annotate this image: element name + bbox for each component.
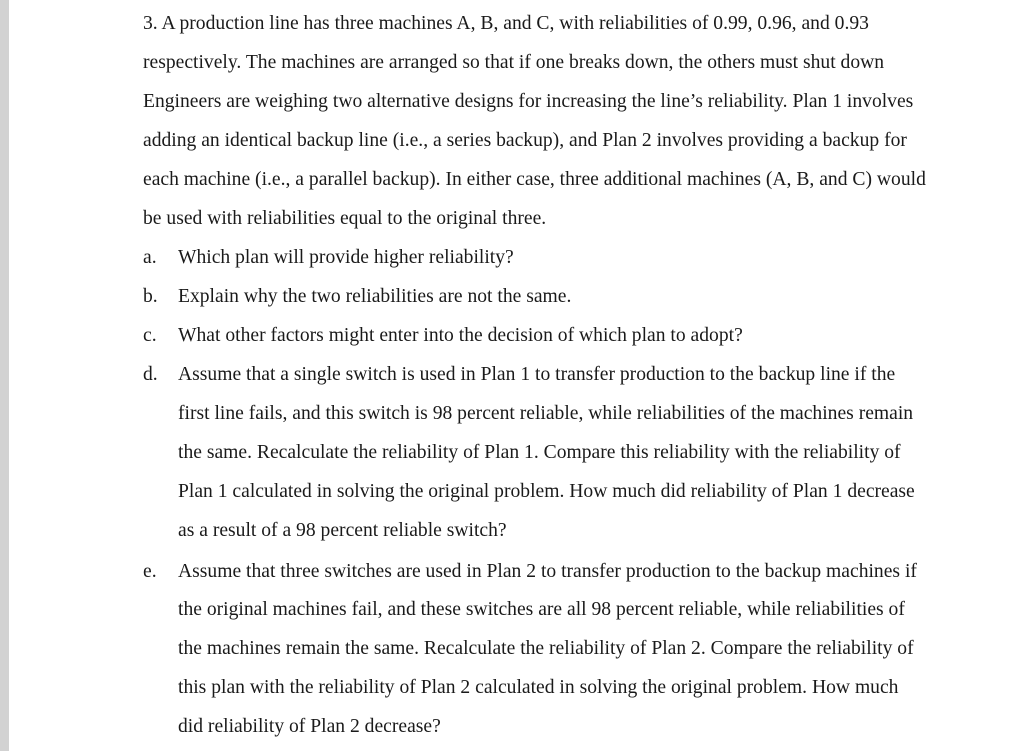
item-text: the original machines fail, and these switches are all 98 percent reliable, while reliabilities of	[178, 599, 905, 620]
item-text: Which plan will provide higher reliability?	[178, 247, 514, 268]
item-text: the same. Recalculate the reliability of Plan 1. Compare this reliability with the reliability of	[178, 442, 901, 463]
problem-line: 3. A production line has three machines A, B, and C, with reliabilities of 0.99, 0.96, and 0.93	[143, 13, 869, 34]
item-text: Assume that a single switch is used in Plan 1 to transfer production to the backup line if the	[178, 364, 896, 385]
item-text: Assume that three switches are used in Plan 2 to transfer production to the backup machines if	[178, 561, 917, 582]
item-label: b.	[143, 286, 158, 307]
problem-line: adding an identical backup line (i.e., a series backup), and Plan 2 involves providing a backup for	[143, 130, 907, 151]
item-text: the machines remain the same. Recalculate the reliability of Plan 2. Compare the reliability of	[178, 638, 914, 659]
item-label: d.	[143, 364, 158, 385]
item-text: did reliability of Plan 2 decrease?	[178, 716, 441, 737]
page-left-edge	[0, 0, 9, 751]
item-label: e.	[143, 561, 157, 582]
item-text: as a result of a 98 percent reliable switch?	[178, 520, 507, 541]
item-text: Explain why the two reliabilities are not the same.	[178, 286, 572, 307]
item-text: What other factors might enter into the decision of which plan to adopt?	[178, 325, 743, 346]
problem-line: respectively. The machines are arranged so that if one breaks down, the others must shut down	[143, 52, 885, 73]
problem-line: Engineers are weighing two alternative designs for increasing the line’s reliability. Plan 1 involves	[143, 91, 914, 112]
item-text: this plan with the reliability of Plan 2 calculated in solving the original problem. How much	[178, 677, 899, 698]
item-text: Plan 1 calculated in solving the original problem. How much did reliability of Plan 1 decrease	[178, 481, 915, 502]
problem-line: be used with reliabilities equal to the original three.	[143, 208, 547, 229]
problem-line: each machine (i.e., a parallel backup). In either case, three additional machines (A, B, and C) would	[143, 169, 926, 190]
item-text: first line fails, and this switch is 98 percent reliable, while reliabilities of the machines remain	[178, 403, 914, 424]
item-label: c.	[143, 325, 157, 346]
item-label: a.	[143, 247, 157, 268]
